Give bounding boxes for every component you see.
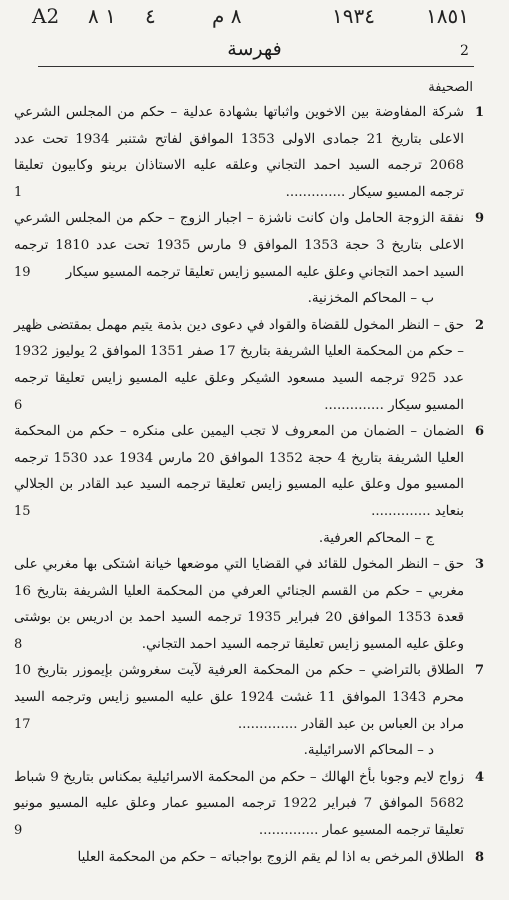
section-heading: د – المحاكم الاسرائيلية. (303, 743, 434, 759)
index-entry (14, 845, 484, 872)
index-entry: 7 الطلاق بالتراضي – حكم من المحكمة العرفية لآيت سغروشن بإيموزر بتاريخ 10 محرم 1343 الموافق 11 غشت 1924 علق عليه المسيو زايس وترجمه السيد مراد بن العباس بن عبد القادر .............. 17 (14, 658, 484, 738)
entry-page: 15 (14, 503, 31, 519)
entry-page: 8 (14, 636, 23, 652)
page-column-label: الصحيفة (428, 80, 473, 95)
entry-text: الضمان – الضمان من المعروف لا تجب اليمين على منكره – حكم من المحكمة العليا الشريفة بتاريخ 4 حجة 1352 الموافق 20 مارس 1934 عدد 1530 ترجمه المسيو مول وعلق عليه المسيو زايس تعليقا ترجمه السيد عبد القادر بن الجلالي بنعايد (14, 424, 465, 519)
entry-number: 8 (474, 849, 484, 865)
entry-page: 1 (14, 184, 23, 200)
index-entry (14, 552, 484, 658)
index-list (14, 100, 484, 871)
entry-number: 6 (474, 424, 484, 440)
entry-text: الطلاق المرخص به اذا لم يقم الزوج بواجباته – حكم من المحكمة العليا (77, 849, 464, 865)
entry-number: 4 (474, 769, 484, 785)
entry-page: 17 (14, 716, 31, 732)
entry-text: حق – النظر المخول للقضاة والقواد في دعوى دين بذمة يتيم مهمل بمقتضى ظهير – حكم من المحكمة العليا الشريفة بتاريخ 17 صفر 1351 الموافق 2 يوليوز 1932 عدد 925 ترجمه السيد مسعود الشيكر وعلق عليه المسيو زايس تعليقا ترجمه المسيو سيكار (14, 317, 464, 413)
entry-text: نفقة الزوجة الحامل وان كانت ناشزة – اجبار الزوج – حكم من المجلس الشرعي الاعلى بتاريخ 3 حجة 1353 الموافق 9 مارس 1935 تحت عدد 1810 ترجمه السيد احمد التجاني وعلق عليه المسيو زايس تعليقا ترجمه المسيو سيكار (14, 211, 465, 280)
entry-number: 3 (474, 557, 484, 573)
index-entry: 6 الضمان – الضمان من المعروف لا تجب اليمين على منكره – حكم من المحكمة العليا الشريفة بتاريخ 4 حجة 1352 الموافق 20 مارس 1934 عدد 1530 ترجمه المسيو مول وعلق عليه المسيو زايس تعليقا ترجمه السيد عبد القادر بن الجلالي بنعايد .............. 15 (14, 419, 484, 525)
entry-page: 19 (14, 264, 31, 280)
entry-text: حق – النظر المخول للقائد في القضايا التي موضعها خيانة اشتكى بها مغربي على مغربي – حكم من القسم الجنائي العرفي من المحكمة العليا الشريفة بتاريخ 16 قعدة 1353 الموافق 20 فبراير 1935 ترجمه السيد احمد بن ادريس بن بوشتى وعلق عليه المسيو زايس تعليقا ترجمه السيد احمد التجاني. (14, 557, 464, 652)
entry-page: 6 (14, 397, 23, 413)
entry-number: 7 (474, 663, 484, 679)
index-entry: 2 حق – النظر المخول للقضاة والقواد في دعوى دين بذمة يتيم مهمل بمقتضى ظهير – حكم من المحكمة العليا الشريفة بتاريخ 17 صفر 1351 الموافق 2 يوليوز 1932 عدد 925 ترجمه السيد مسعود الشيكر وعلق عليه المسيو زايس تعليقا ترجمه المسيو سيكار .............. 6 (14, 313, 484, 419)
handwritten-note: ١ ٨ (88, 4, 116, 28)
handwritten-note: ٤ (145, 4, 156, 28)
entry-text: شركة المفاوضة بين الاخوين واثباتها بشهادة عدلية – حكم من المجلس الشرعي الاعلى بتاريخ 21 جمادى الاولى 1353 الموافق لفاتح شتنبر 1934 تحت عدد 2068 ترجمه السيد احمد التجاني وعلقه عليه الاستاذان برينو وكابيون تعليقا ترجمه المسيو سيكار (14, 105, 465, 200)
handwritten-note: ١٨٥١ (426, 4, 469, 28)
entry-number: 1 (474, 105, 484, 120)
index-entry: 4 زواج لايم وجوبا بأخ الهالك – حكم من المحكمة الاسرائيلية بمكناس بتاريخ 9 شباط 5682 الموافق 7 فبراير 1922 ترجمه المسيو عمار وعلق عليه المسيو مونيو تعليقا ترجمه المسيو عمار .............. 9 (14, 765, 484, 845)
section-heading: ج – المحاكم العرفية. (318, 530, 434, 546)
index-entry (14, 206, 484, 286)
handwritten-note: A2 (32, 4, 60, 28)
entry-text: زواج لايم وجوبا بأخ الهالك – حكم من المحكمة الاسرائيلية بمكناس بتاريخ 9 شباط 5682 الموافق 7 فبراير 1922 ترجمه المسيو عمار وعلق عليه المسيو مونيو تعليقا ترجمه المسيو عمار (14, 769, 464, 839)
page-title: فهرسة (227, 38, 282, 60)
entry-text: الطلاق بالتراضي – حكم من المحكمة العرفية لآيت سغروشن بإيموزر بتاريخ 10 محرم 1343 الموافق 11 غشت 1924 علق عليه المسيو زايس وترجمه السيد مراد بن العباس بن عبد القادر (14, 663, 464, 732)
index-entry: 1 شركة المفاوضة بين الاخوين واثباتها بشهادة عدلية – حكم من المجلس الشرعي الاعلى بتاريخ 21 جمادى الاولى 1353 الموافق لفاتح شتنبر 1934 تحت عدد 2068 ترجمه السيد احمد التجاني وعلقه عليه الاستاذان برينو وكابيون تعليقا ترجمه المسيو سيكار .............. 1 (14, 100, 484, 206)
entry-number: 2 (474, 317, 484, 333)
section-heading: ب – المحاكم المخزنية. (307, 291, 434, 307)
handwritten-note: ١٩٣٤ (332, 4, 375, 28)
page-number: 2 (460, 43, 469, 59)
header-rule (38, 66, 474, 67)
entry-number: 9 (474, 211, 484, 227)
entry-page: 9 (14, 823, 23, 839)
handwritten-note: ٨ م (212, 4, 242, 28)
